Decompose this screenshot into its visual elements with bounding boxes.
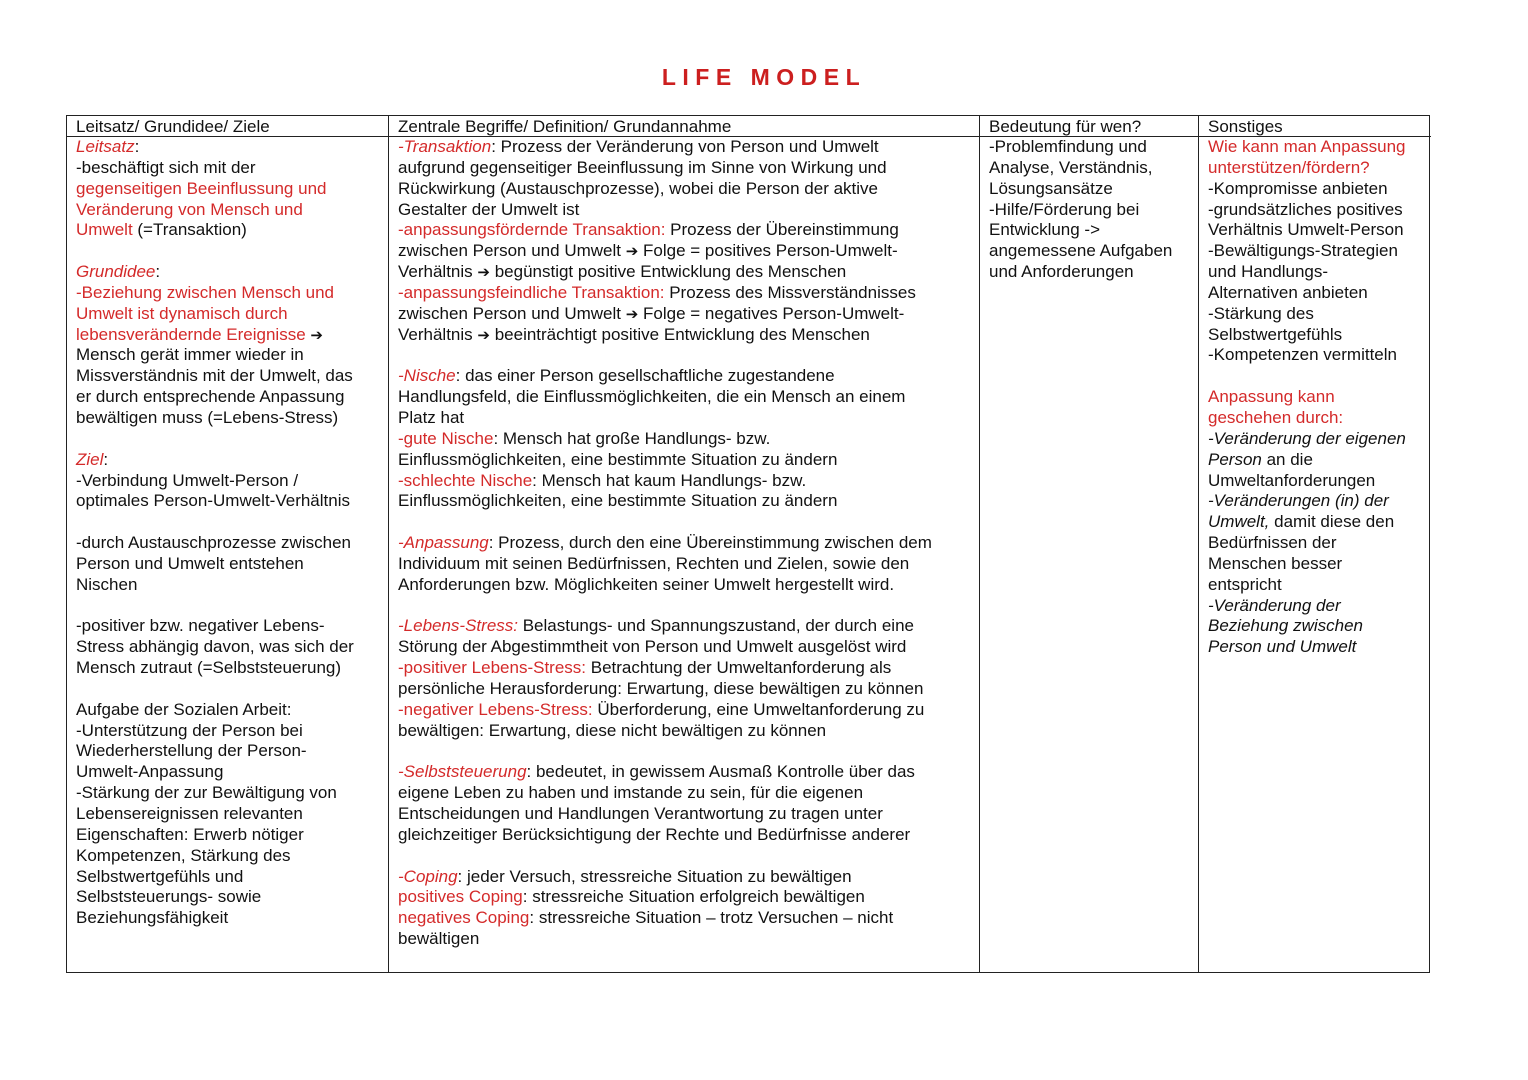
text-line: Stress abhängig davon, was sich der <box>76 637 354 657</box>
text-line: geschehen durch: <box>1208 407 1344 427</box>
text-line: bewältigen <box>398 929 480 949</box>
text-line: gleichzeitiger Berücksichtigung der Rechte und Bedürfnisse anderer <box>398 824 911 844</box>
text-line: persönliche Herausforderung: Erwartung, diese bewältigen zu können <box>398 678 924 698</box>
text-line: Ziel: <box>76 449 109 469</box>
text-line: -Anpassung: Prozess, durch den eine Übereinstimmung zwischen dem <box>398 533 932 553</box>
text-line: -anpassungsfeindliche Transaktion: Prozess des Missverständnisses <box>398 282 916 302</box>
text-line: -negativer Lebens-Stress: Überforderung, eine Umweltanforderung zu <box>398 699 925 719</box>
column-body <box>980 137 1198 283</box>
text-line: Lösungsansätze <box>989 178 1113 198</box>
text-line: unterstützen/fördern? <box>1208 157 1370 177</box>
text-line: Aufgabe der Sozialen Arbeit: <box>76 699 292 719</box>
text-line: -beschäftigt sich mit der <box>76 157 256 177</box>
text-line: zwischen Person und Umwelt ➔ Folge = negatives Person-Umwelt- <box>398 303 905 323</box>
text-line: bewältigen muss (=Lebens-Stress) <box>76 407 339 427</box>
text-line: -Selbststeuerung: bedeutet, in gewissem Ausmaß Kontrolle über das <box>398 762 915 782</box>
text-line: Entwicklung -> <box>989 220 1101 240</box>
text-line: Person an die <box>1208 449 1313 469</box>
arrow-right-icon: ➔ <box>625 304 639 323</box>
column-bedeutung <box>979 116 1198 972</box>
text-line: Platz hat <box>398 407 465 427</box>
text-line: Anforderungen bzw. Möglichkeiten seiner Umwelt hergestellt wird. <box>398 574 895 594</box>
text-line: -Stärkung des <box>1208 303 1314 323</box>
text-line: Rückwirkung (Austauschprozesse), wobei die Person der aktive <box>398 178 879 198</box>
text-line: Alternativen anbieten <box>1208 282 1368 302</box>
text-line: Leitsatz: <box>76 137 140 156</box>
term-grundidee: Grundidee <box>76 262 156 282</box>
arrow-right-icon: ➔ <box>310 325 323 344</box>
text-line: -positiver bzw. negativer Lebens- <box>76 616 325 636</box>
column-header: Bedeutung für wen? <box>980 116 1198 137</box>
term-selbststeuerung: -Selbststeuerung <box>398 762 527 782</box>
column-header: Zentrale Begriffe/ Definition/ Grundannahme <box>389 116 979 137</box>
column-sonstiges <box>1198 116 1431 972</box>
text-line: Einflussmöglichkeiten, eine bestimmte Situation zu ändern <box>398 449 838 469</box>
text-line: Selbstwertgefühls und <box>76 866 244 886</box>
arrow-right-icon: ➔ <box>477 263 490 282</box>
text-line: angemessene Aufgaben <box>989 241 1173 261</box>
text-line: -Kompromisse anbieten <box>1208 178 1388 198</box>
text-line: Mensch gerät immer wieder in <box>76 345 304 365</box>
text-line: Bedürfnissen der <box>1208 533 1337 553</box>
text-line: er durch entsprechende Anpassung <box>76 387 345 407</box>
text-line: und Anforderungen <box>989 262 1134 282</box>
term-transaktion: -Transaktion <box>398 137 492 156</box>
term-coping: -Coping <box>398 866 458 886</box>
text-line: aufgrund gegenseitiger Beeinflussung im Sinne von Wirkung und <box>398 157 887 177</box>
text-line: -durch Austauschprozesse zwischen <box>76 533 351 553</box>
text-line: Beziehungsfähigkeit <box>76 908 229 928</box>
term-anpassung: -Anpassung <box>398 533 489 553</box>
text-line: Störung der Abgestimmtheit von Person und Umwelt ausgelöst wird <box>398 637 907 657</box>
text-line: Einflussmöglichkeiten, eine bestimmte Situation zu ändern <box>398 491 838 511</box>
text-line: Missverständnis mit der Umwelt, das <box>76 366 353 386</box>
text-line: Umwelt, damit diese den <box>1208 512 1395 532</box>
text-line: -Unterstützung der Person bei <box>76 720 303 740</box>
text-line: Verhältnis ➔ begünstigt positive Entwicklung des Menschen <box>398 262 847 282</box>
column-header: Sonstiges <box>1199 116 1431 137</box>
text-line: -Veränderung der eigenen <box>1208 428 1406 448</box>
term-ziel: Ziel <box>76 449 104 469</box>
column-body <box>1199 137 1431 658</box>
arrow-right-icon: ➔ <box>625 242 639 261</box>
text-line: positives Coping: stressreiche Situation erfolgreich bewältigen <box>398 887 865 907</box>
text-line: negatives Coping: stressreiche Situation – trotz Versuchen – nicht <box>398 908 894 928</box>
text-line: -Hilfe/Förderung bei <box>989 199 1140 219</box>
text-line: Verhältnis Umwelt-Person <box>1208 220 1404 240</box>
text-line: -Nische: das einer Person gesellschaftliche zugestandene <box>398 366 835 386</box>
page-title: LIFE MODEL <box>661 64 867 90</box>
text-line: Individuum mit seinen Bedürfnissen, Rechten und Zielen, sowie den <box>398 553 910 573</box>
text-line: -anpassungsfördernde Transaktion: Prozess der Übereinstimmung <box>398 220 899 240</box>
text-line: -Problemfindung und <box>989 137 1147 156</box>
text-line: zwischen Person und Umwelt ➔ Folge = positives Person-Umwelt- <box>398 241 898 261</box>
text-line: Grundidee: <box>76 262 161 282</box>
text-line: optimales Person-Umwelt-Verhältnis <box>76 491 350 511</box>
arrow-right-icon: ➔ <box>477 325 490 344</box>
text-line: -Bewältigungs-Strategien <box>1208 241 1398 261</box>
text-line: und Handlungs- <box>1208 262 1329 282</box>
text-line: Analyse, Verständnis, <box>989 157 1153 177</box>
column-leitsatz <box>67 116 388 972</box>
text-line: Umweltanforderungen <box>1208 470 1376 490</box>
text-line: -Veränderung der <box>1208 595 1341 615</box>
text-line: -Stärkung der zur Bewältigung von <box>76 783 337 803</box>
text-line: -Kompetenzen vermitteln <box>1208 345 1397 365</box>
term-nische: -Nische <box>398 366 456 386</box>
text-line: eigene Leben zu haben und imstande zu sein, für die eigenen <box>398 783 864 803</box>
text-line: -gute Nische: Mensch hat große Handlungs- bzw. <box>398 428 771 448</box>
text-line: Selbststeuerungs- sowie <box>76 887 262 907</box>
text-line: lebensverändernde Ereignisse ➔ <box>76 324 323 344</box>
text-line: -Lebens-Stress: Belastungs- und Spannungszustand, der durch eine <box>398 616 914 636</box>
term-leitsatz: Leitsatz <box>76 137 135 156</box>
column-begriffe <box>388 116 979 972</box>
text-line: -positiver Lebens-Stress: Betrachtung der Umweltanforderung als <box>398 658 892 678</box>
text-line: Lebensereignissen relevanten <box>76 804 303 823</box>
text-line: -schlechte Nische: Mensch hat kaum Handlungs- bzw. <box>398 470 807 490</box>
text-line: Nischen <box>76 574 138 594</box>
text-line: Wiederherstellung der Person- <box>76 741 307 761</box>
text-line: -grundsätzliches positives <box>1208 199 1403 219</box>
text-line: bewältigen: Erwartung, diese nicht bewältigen zu können <box>398 720 827 740</box>
text-line: -Beziehung zwischen Mensch und <box>76 282 334 302</box>
text-line: Kompetenzen, Stärkung des <box>76 845 291 865</box>
text-line: Entscheidungen und Handlungen Verantwortung zu tragen unter <box>398 804 883 823</box>
column-header: Leitsatz/ Grundidee/ Ziele <box>67 116 388 137</box>
text-line: Verhältnis ➔ beeinträchtigt positive Entwicklung des Menschen <box>398 324 870 344</box>
text-line: Eigenschaften: Erwerb nötiger <box>76 824 304 844</box>
text-line: -Transaktion: Prozess der Veränderung von Person und Umwelt <box>398 137 879 156</box>
text-line: Gestalter der Umwelt ist <box>398 199 580 219</box>
text-line: Person und Umwelt <box>1208 637 1357 657</box>
column-body <box>389 137 979 950</box>
text-line: Wie kann man Anpassung <box>1208 137 1406 156</box>
text-line: Person und Umwelt entstehen <box>76 553 304 573</box>
term-lebens-stress: -Lebens-Stress: <box>398 616 518 636</box>
text-line: -Verbindung Umwelt-Person / <box>76 470 299 490</box>
text-line: Beziehung zwischen <box>1208 616 1363 636</box>
text-line: gegenseitigen Beeinflussung und <box>76 178 327 198</box>
text-line: Veränderung von Mensch und <box>76 199 303 219</box>
text-line: Umwelt ist dynamisch durch <box>76 303 288 323</box>
text-line: Anpassung kann <box>1208 387 1335 407</box>
column-body <box>67 137 388 929</box>
text-line: -Coping: jeder Versuch, stressreiche Situation zu bewältigen <box>398 866 852 886</box>
text-line: -Veränderungen (in) der <box>1208 491 1389 511</box>
text-line: Umwelt-Anpassung <box>76 762 224 782</box>
text-line: entspricht <box>1208 574 1282 594</box>
text-line: Menschen besser <box>1208 553 1343 573</box>
text-line: Handlungsfeld, die Einflussmöglichkeiten, die ein Mensch an einem <box>398 387 906 407</box>
text-line: Umwelt (=Transaktion) <box>76 220 247 240</box>
life-model-table <box>66 115 1430 973</box>
text-line: Mensch zutraut (=Selbststeuerung) <box>76 658 342 678</box>
text-line: Selbstwertgefühls <box>1208 324 1343 344</box>
